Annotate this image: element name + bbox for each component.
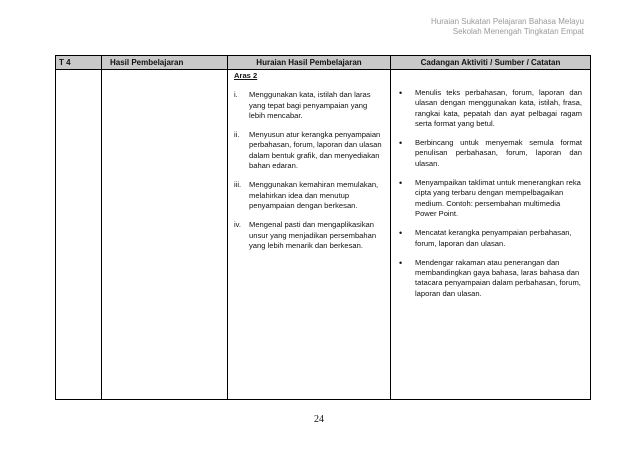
- list-item: [399, 178, 582, 219]
- list-item: [234, 90, 384, 121]
- item-number: iii.: [234, 180, 242, 190]
- header-hasil-pembelajaran: Hasil Pembelajaran: [102, 56, 228, 70]
- list-item: [399, 138, 582, 169]
- syllabus-table: [55, 55, 591, 400]
- cell-t4: [56, 70, 102, 400]
- running-header: [431, 17, 584, 37]
- list-item: [234, 180, 384, 211]
- page-number: 24: [314, 414, 324, 425]
- aras-heading: Aras 2: [234, 71, 258, 80]
- cell-hasil: [102, 70, 228, 400]
- item-text: Menyampaikan taklimat untuk menerangkan reka cipta yang terbaru dengan mempelbagaikan medium. Contoh: persembahan multimedia Power Point.: [415, 178, 581, 218]
- header-line-2: Sekolah Menengah Tingkatan Empat: [452, 27, 584, 36]
- item-number: iv.: [234, 220, 242, 230]
- list-item: [399, 258, 582, 299]
- list-item: [234, 130, 384, 171]
- bullet-icon: •: [399, 88, 403, 98]
- header-line-1: Huraian Sukatan Pelajaran Bahasa Melayu: [431, 17, 584, 26]
- list-item: [399, 228, 582, 249]
- header-t4: T 4: [56, 56, 102, 70]
- item-text: Menulis teks perbahasan, forum, laporan dan ulasan dengan menggunakan kata, istilah, frasa, rangkai kata, pepatah dan ayat pelbagai ragam serta format yang betul.: [415, 88, 582, 128]
- bullet-icon: •: [399, 178, 403, 189]
- bullet-icon: •: [399, 138, 403, 149]
- item-number: ii.: [234, 130, 240, 140]
- bullet-icon: •: [399, 228, 403, 239]
- cell-huraian: [228, 70, 391, 400]
- header-cadangan: Cadangan Aktiviti / Sumber / Catatan: [391, 56, 591, 70]
- list-item: [399, 88, 582, 129]
- item-text: Menggunakan kemahiran memulakan, melahirkan idea dan menutup penyampaian dengan berkesan.: [249, 180, 379, 210]
- item-text: Mencatat kerangka penyampaian perbahasan, forum, laporan dan ulasan.: [415, 228, 572, 248]
- item-text: Menggunakan kata, istilah dan laras yang tepat bagi penyampaian yang lebih mencabar.: [249, 90, 371, 120]
- table-header-row: [56, 56, 591, 70]
- cell-cadangan: [391, 70, 591, 400]
- list-item: [234, 220, 384, 251]
- item-number: i.: [234, 90, 238, 100]
- item-text: Menyusun atur kerangka penyampaian perbahasan, forum, laporan dan ulasan dalam bentuk grafik, dan menyediakan bahan edaran.: [249, 130, 382, 171]
- header-huraian: Huraian Hasil Pembelajaran: [228, 56, 391, 70]
- bullet-icon: •: [399, 257, 403, 268]
- table-body-row: [56, 70, 591, 400]
- item-text: Berbincang untuk menyemak semula format penulisan perbahasan, forum, laporan dan ulasan.: [415, 138, 582, 168]
- item-text: Mengenal pasti dan mengaplikasikan unsur yang menjadikan persembahan yang lebih menarik dan berkesan.: [249, 220, 377, 250]
- item-text: Mendengar rakaman atau penerangan dan membandingkan gaya bahasa, laras bahasa dan tatacara penyampaian dalam perbahasan, forum, laporan dan ulasan.: [415, 257, 581, 298]
